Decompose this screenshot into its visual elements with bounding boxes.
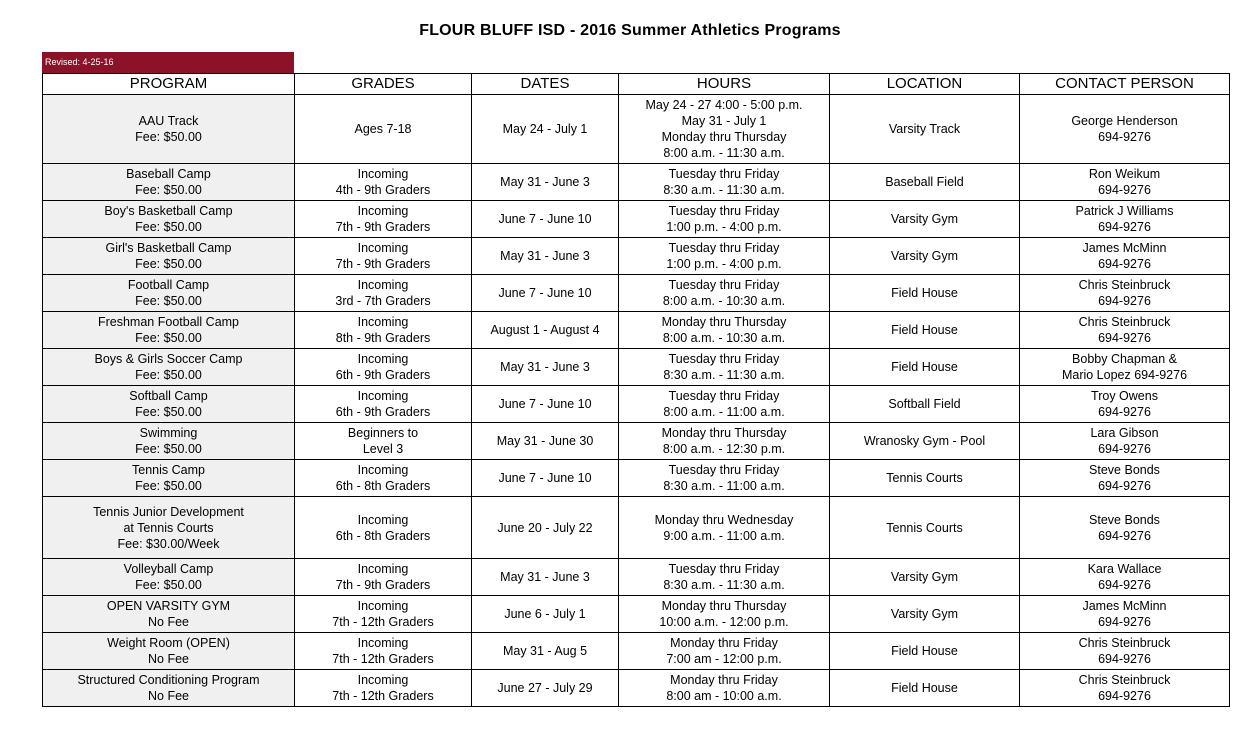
cell-hours: Tuesday thru Friday 8:00 a.m. - 11:00 a.m. bbox=[619, 386, 830, 423]
cell-program: Boys & Girls Soccer Camp Fee: $50.00 bbox=[43, 349, 295, 386]
cell-dates: May 31 - June 3 bbox=[472, 238, 619, 275]
cell-grades: Incoming 7th - 12th Graders bbox=[295, 670, 472, 707]
cell-contact: James McMinn 694-9276 bbox=[1020, 596, 1230, 633]
table-row bbox=[43, 312, 1230, 349]
table-row bbox=[43, 596, 1230, 633]
cell-dates: June 6 - July 1 bbox=[472, 596, 619, 633]
cell-hours: Monday thru Friday 8:00 am - 10:00 a.m. bbox=[619, 670, 830, 707]
cell-contact: Chris Steinbruck 694-9276 bbox=[1020, 633, 1230, 670]
header-dates: DATES bbox=[472, 74, 619, 95]
cell-program: Tennis Junior Development at Tennis Courts Fee: $30.00/Week bbox=[43, 497, 295, 559]
table-row bbox=[43, 460, 1230, 497]
cell-program: Tennis Camp Fee: $50.00 bbox=[43, 460, 295, 497]
table-row bbox=[43, 670, 1230, 707]
cell-location: Varsity Gym bbox=[830, 559, 1020, 596]
cell-dates: May 31 - June 3 bbox=[472, 349, 619, 386]
cell-contact: Lara Gibson 694-9276 bbox=[1020, 423, 1230, 460]
cell-dates: May 31 - June 30 bbox=[472, 423, 619, 460]
cell-hours: Tuesday thru Friday 1:00 p.m. - 4:00 p.m. bbox=[619, 238, 830, 275]
cell-grades: Incoming 6th - 9th Graders bbox=[295, 349, 472, 386]
cell-hours: Tuesday thru Friday 8:30 a.m. - 11:30 a.m. bbox=[619, 349, 830, 386]
cell-dates: June 20 - July 22 bbox=[472, 497, 619, 559]
cell-contact: Troy Owens 694-9276 bbox=[1020, 386, 1230, 423]
cell-grades: Incoming 7th - 9th Graders bbox=[295, 559, 472, 596]
cell-grades: Incoming 8th - 9th Graders bbox=[295, 312, 472, 349]
cell-grades: Incoming 6th - 8th Graders bbox=[295, 460, 472, 497]
cell-contact: Chris Steinbruck 694-9276 bbox=[1020, 312, 1230, 349]
cell-dates: May 31 - June 3 bbox=[472, 559, 619, 596]
table-row bbox=[43, 164, 1230, 201]
cell-program: Football Camp Fee: $50.00 bbox=[43, 275, 295, 312]
programs-table bbox=[42, 73, 1230, 707]
cell-location: Varsity Gym bbox=[830, 201, 1020, 238]
cell-grades: Ages 7-18 bbox=[295, 95, 472, 164]
cell-contact: Steve Bonds 694-9276 bbox=[1020, 460, 1230, 497]
cell-hours: Tuesday thru Friday 8:30 a.m. - 11:00 a.m. bbox=[619, 460, 830, 497]
cell-program: Baseball Camp Fee: $50.00 bbox=[43, 164, 295, 201]
cell-contact: Steve Bonds 694-9276 bbox=[1020, 497, 1230, 559]
table-row bbox=[43, 275, 1230, 312]
cell-contact: George Henderson 694-9276 bbox=[1020, 95, 1230, 164]
cell-hours: Tuesday thru Friday 8:30 a.m. - 11:30 a.m. bbox=[619, 559, 830, 596]
cell-dates: May 31 - June 3 bbox=[472, 164, 619, 201]
table-row bbox=[43, 238, 1230, 275]
cell-program: Swimming Fee: $50.00 bbox=[43, 423, 295, 460]
cell-program: Weight Room (OPEN) No Fee bbox=[43, 633, 295, 670]
cell-dates: June 7 - June 10 bbox=[472, 386, 619, 423]
cell-hours: Monday thru Thursday 10:00 a.m. - 12:00 p.m. bbox=[619, 596, 830, 633]
header-contact: CONTACT PERSON bbox=[1020, 74, 1230, 95]
cell-contact: Patrick J Williams 694-9276 bbox=[1020, 201, 1230, 238]
cell-location: Varsity Gym bbox=[830, 238, 1020, 275]
cell-hours: Tuesday thru Friday 1:00 p.m. - 4:00 p.m. bbox=[619, 201, 830, 238]
cell-dates: June 7 - June 10 bbox=[472, 460, 619, 497]
cell-hours: Monday thru Thursday 8:00 a.m. - 12:30 p.m. bbox=[619, 423, 830, 460]
revised-banner: Revised: 4-25-16 bbox=[42, 52, 294, 73]
cell-location: Field House bbox=[830, 670, 1020, 707]
table-row bbox=[43, 386, 1230, 423]
cell-grades: Incoming 3rd - 7th Graders bbox=[295, 275, 472, 312]
cell-contact: James McMinn 694-9276 bbox=[1020, 238, 1230, 275]
cell-grades: Incoming 7th - 9th Graders bbox=[295, 238, 472, 275]
cell-grades: Beginners to Level 3 bbox=[295, 423, 472, 460]
cell-hours: Tuesday thru Friday 8:30 a.m. - 11:30 a.m. bbox=[619, 164, 830, 201]
cell-dates: May 24 - July 1 bbox=[472, 95, 619, 164]
cell-location: Field House bbox=[830, 349, 1020, 386]
cell-program: Structured Conditioning Program No Fee bbox=[43, 670, 295, 707]
cell-program: AAU Track Fee: $50.00 bbox=[43, 95, 295, 164]
table-row bbox=[43, 95, 1230, 164]
table-row bbox=[43, 559, 1230, 596]
cell-grades: Incoming 4th - 9th Graders bbox=[295, 164, 472, 201]
cell-grades: Incoming 7th - 9th Graders bbox=[295, 201, 472, 238]
cell-contact: Kara Wallace 694-9276 bbox=[1020, 559, 1230, 596]
table-row bbox=[43, 423, 1230, 460]
table-row bbox=[43, 349, 1230, 386]
cell-program: Girl's Basketball Camp Fee: $50.00 bbox=[43, 238, 295, 275]
cell-dates: June 7 - June 10 bbox=[472, 275, 619, 312]
cell-grades: Incoming 6th - 8th Graders bbox=[295, 497, 472, 559]
cell-dates: June 7 - June 10 bbox=[472, 201, 619, 238]
cell-grades: Incoming 7th - 12th Graders bbox=[295, 596, 472, 633]
table-row bbox=[43, 201, 1230, 238]
table-row bbox=[43, 633, 1230, 670]
cell-program: OPEN VARSITY GYM No Fee bbox=[43, 596, 295, 633]
cell-dates: May 31 - Aug 5 bbox=[472, 633, 619, 670]
cell-contact: Chris Steinbruck 694-9276 bbox=[1020, 275, 1230, 312]
cell-program: Boy's Basketball Camp Fee: $50.00 bbox=[43, 201, 295, 238]
cell-location: Varsity Track bbox=[830, 95, 1020, 164]
header-location: LOCATION bbox=[830, 74, 1020, 95]
cell-location: Field House bbox=[830, 275, 1020, 312]
cell-location: Field House bbox=[830, 633, 1020, 670]
cell-location: Tennis Courts bbox=[830, 460, 1020, 497]
cell-hours: Tuesday thru Friday 8:00 a.m. - 10:30 a.m. bbox=[619, 275, 830, 312]
cell-grades: Incoming 7th - 12th Graders bbox=[295, 633, 472, 670]
header-row bbox=[43, 74, 1230, 95]
table-row bbox=[43, 497, 1230, 559]
cell-contact: Ron Weikum 694-9276 bbox=[1020, 164, 1230, 201]
cell-hours: Monday thru Thursday 8:00 a.m. - 10:30 a.m. bbox=[619, 312, 830, 349]
cell-program: Volleyball Camp Fee: $50.00 bbox=[43, 559, 295, 596]
cell-location: Wranosky Gym - Pool bbox=[830, 423, 1020, 460]
header-program: PROGRAM bbox=[43, 74, 295, 95]
cell-location: Varsity Gym bbox=[830, 596, 1020, 633]
cell-program: Freshman Football Camp Fee: $50.00 bbox=[43, 312, 295, 349]
cell-contact: Chris Steinbruck 694-9276 bbox=[1020, 670, 1230, 707]
header-hours: HOURS bbox=[619, 74, 830, 95]
cell-location: Softball Field bbox=[830, 386, 1020, 423]
cell-contact: Bobby Chapman & Mario Lopez 694-9276 bbox=[1020, 349, 1230, 386]
cell-hours: Monday thru Friday 7:00 am - 12:00 p.m. bbox=[619, 633, 830, 670]
cell-dates: August 1 - August 4 bbox=[472, 312, 619, 349]
cell-program: Softball Camp Fee: $50.00 bbox=[43, 386, 295, 423]
cell-grades: Incoming 6th - 9th Graders bbox=[295, 386, 472, 423]
cell-hours: May 24 - 27 4:00 - 5:00 p.m. May 31 - July 1 Monday thru Thursday 8:00 a.m. - 11:30 a.m. bbox=[619, 95, 830, 164]
header-grades: GRADES bbox=[295, 74, 472, 95]
cell-hours: Monday thru Wednesday 9:00 a.m. - 11:00 a.m. bbox=[619, 497, 830, 559]
cell-location: Baseball Field bbox=[830, 164, 1020, 201]
cell-location: Field House bbox=[830, 312, 1020, 349]
cell-location: Tennis Courts bbox=[830, 497, 1020, 559]
cell-dates: June 27 - July 29 bbox=[472, 670, 619, 707]
page-title: FLOUR BLUFF ISD - 2016 Summer Athletics Programs bbox=[419, 22, 841, 39]
